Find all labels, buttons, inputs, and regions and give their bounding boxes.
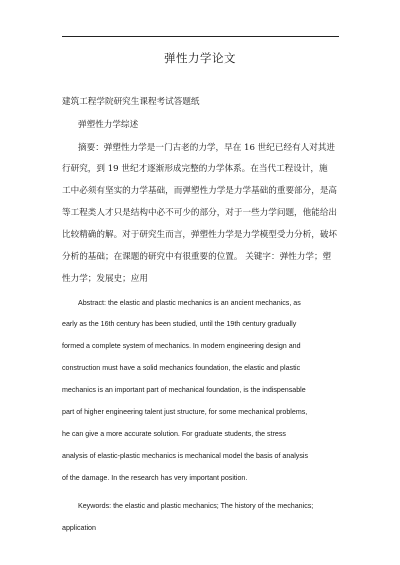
abstract-en-line: he can give a more accurate solution. For graduate students, the stress — [62, 430, 286, 438]
abstract-cn-line: 工中必须有坚实的力学基础，而弹塑性力学是力学基础的重要部分，是高 — [62, 186, 338, 196]
abstract-en-line: mechanics is an important part of mechanical foundation, is the indispensable — [62, 386, 306, 394]
keywords-en-line: application — [62, 524, 96, 532]
document-subheading: 弹塑性力学综述 — [78, 120, 139, 130]
abstract-cn-line: 分析的基础；在课题的研究中有很重要的位置。 关键字：弹性力学；塑 — [62, 252, 332, 262]
document-title: 弹性力学论文 — [164, 51, 236, 65]
abstract-en-line: construction must have a solid mechanics foundation, the elastic and plastic — [62, 364, 301, 372]
abstract-en-line: analysis of elastic-plastic mechanics is mechanical model the basis of analysis — [62, 452, 309, 460]
abstract-cn-line: 比较精确的解。对于研究生而言，弹塑性力学是力学模型受力分析，破坏 — [62, 230, 338, 240]
keywords-en-line: Keywords: the elastic and plastic mechanics; The history of the mechanics; — [78, 502, 314, 510]
abstract-cn-line: 性力学；发展史；应用 — [62, 274, 148, 284]
abstract-cn-line: 摘要：弹塑性力学是一门古老的力学，早在 16 世纪已经有人对其进 — [78, 143, 336, 153]
abstract-cn-line: 行研究，到 19 世纪才逐渐形成完整的力学体系。在当代工程设计，施 — [62, 164, 328, 174]
abstract-cn-line: 等工程类人才只是结构中必不可少的部分，对于一些力学问题，他能给出 — [62, 208, 338, 218]
document-heading: 建筑工程学院研究生课程考试答题纸 — [62, 97, 200, 107]
abstract-en-line: part of higher engineering talent just structure, for some mechanical problems, — [62, 408, 308, 416]
abstract-en-line: Abstract: the elastic and plastic mechanics is an ancient mechanics, as — [78, 299, 301, 307]
abstract-en-line: of the damage. In the research has very important position. — [62, 474, 248, 482]
abstract-en-line: formed a complete system of mechanics. In modern engineering design and — [62, 342, 301, 350]
header-rule — [62, 36, 339, 37]
abstract-en-line: early as the 16th century has been studied, until the 19th century gradually — [62, 320, 297, 328]
